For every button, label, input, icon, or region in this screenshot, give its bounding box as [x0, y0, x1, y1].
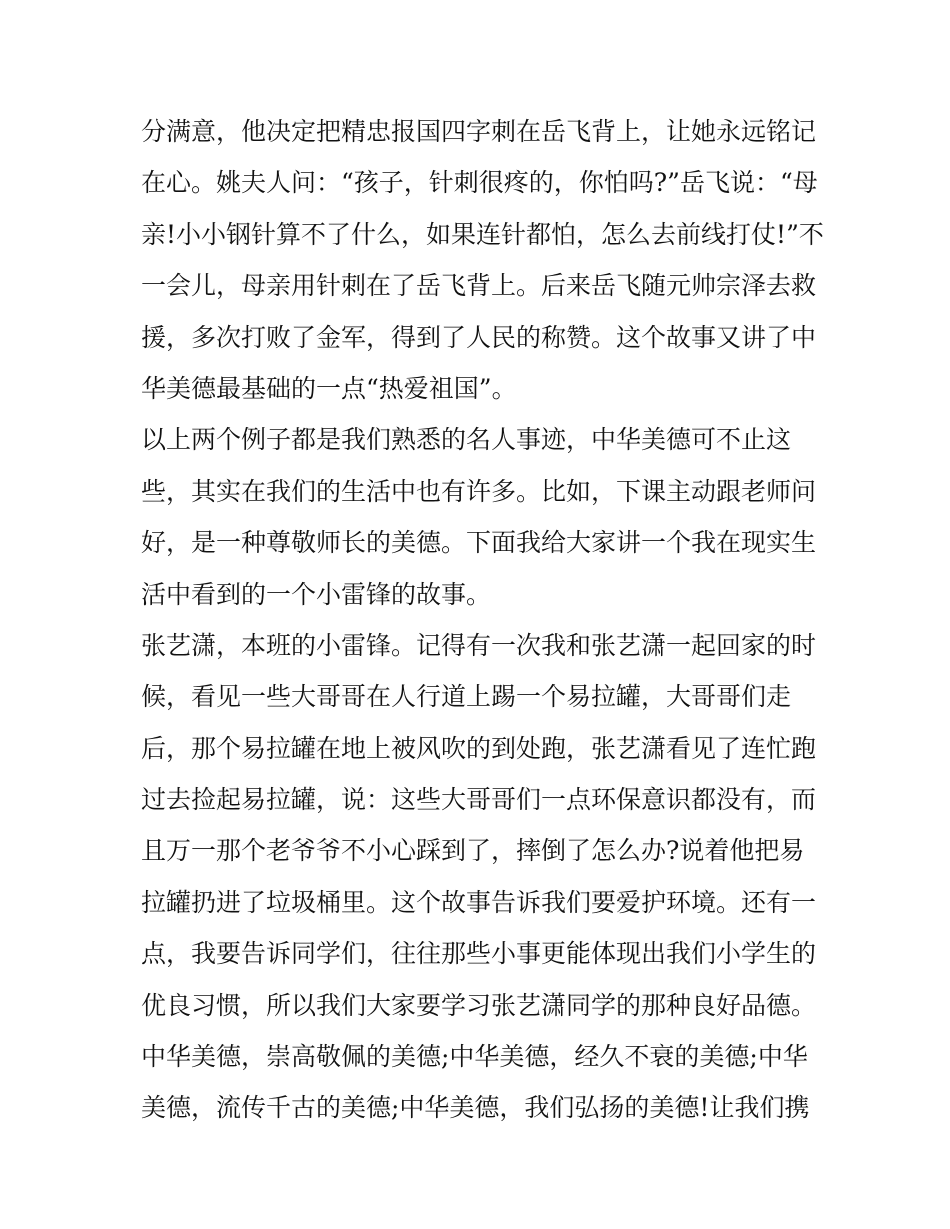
text-line: 好，是一种尊敬师长的美德。下面我给大家讲一个我在现实生: [141, 528, 817, 558]
text-line: 以上两个例子都是我们熟悉的名人事迹，中华美德可不止这: [141, 425, 792, 455]
text-line: 点，我要告诉同学们，往往那些小事更能体现出我们小学生的: [141, 939, 817, 969]
text-line: 后，那个易拉罐在地上被风吹的到处跑，张艺潇看见了连忙跑: [141, 733, 817, 763]
text-line: 优良习惯，所以我们大家要学习张艺潇同学的那种良好品德。: [141, 990, 817, 1020]
text-line: 候，看见一些大哥哥在人行道上踢一个易拉罐，大哥哥们走: [141, 682, 792, 712]
text-line: 过去捡起易拉罐，说：这些大哥哥们一点环保意识都没有，而: [141, 785, 817, 815]
text-line: 亲!小小钢针算不了什么，如果连针都怕，怎么去前线打仗!”不: [141, 219, 824, 249]
body-text: [141, 106, 824, 1134]
text-line: 美德，流传千古的美德;中华美德，我们弘扬的美德!让我们携: [141, 1093, 810, 1123]
text-line: 活中看到的一个小雷锋的故事。: [141, 579, 492, 609]
text-line: 拉罐扔进了垃圾桶里。这个故事告诉我们要爱护环境。还有一: [141, 887, 817, 917]
text-line: 且万一那个老爷爷不小心踩到了，摔倒了怎么办?说着他把易: [141, 836, 805, 866]
text-line: 华美德最基础的一点“热爱祖国”。: [141, 373, 517, 403]
text-line: 中华美德，崇高敬佩的美德;中华美德，经久不衰的美德;中华: [141, 1042, 808, 1072]
text-line: 在心。姚夫人问：“孩子，针刺很疼的，你怕吗?”岳飞说：“母: [141, 168, 818, 198]
text-line: 一会儿，母亲用针刺在了岳飞背上。后来岳飞随元帅宗泽去救: [141, 271, 817, 301]
text-line: 分满意，他决定把精忠报国四字刺在岳飞背上，让她永远铭记: [141, 117, 817, 146]
text-line: 些，其实在我们的生活中也有许多。比如，下课主动跟老师问: [141, 476, 817, 506]
text-line: 援，多次打败了金军，得到了人民的称赞。这个故事又讲了中: [141, 322, 817, 352]
text-line: 张艺潇，本班的小雷锋。记得有一次我和张艺潇一起回家的时: [141, 630, 817, 660]
